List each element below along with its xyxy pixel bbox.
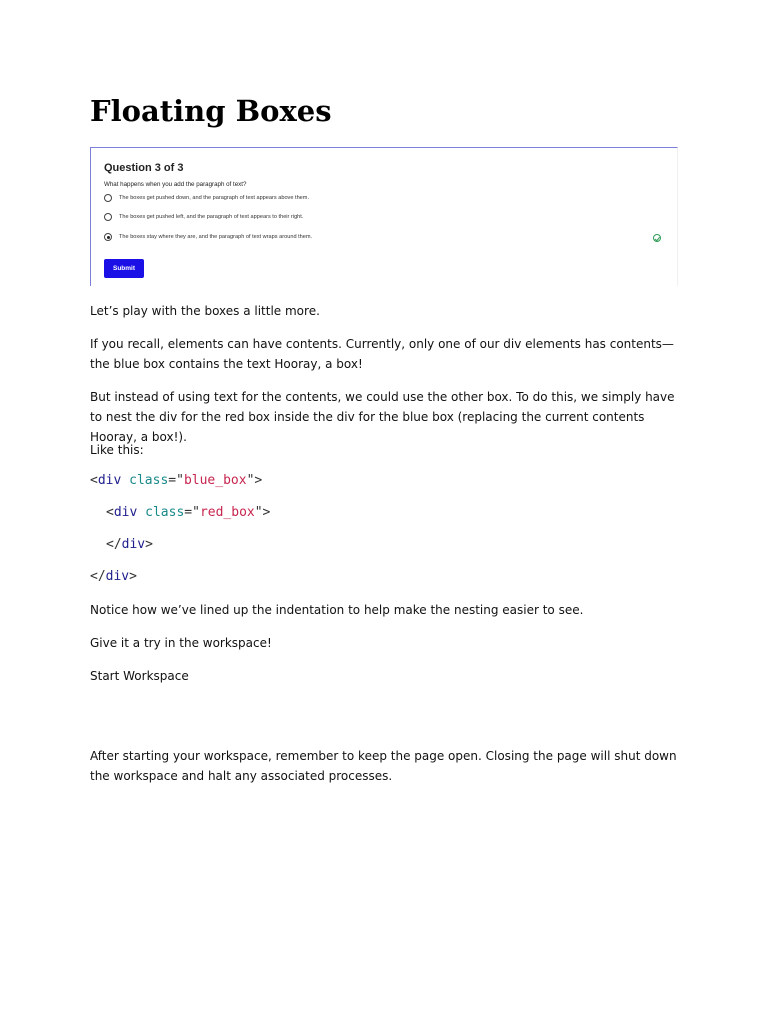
check-circle-icon <box>653 234 661 242</box>
code-line-1 <box>90 471 262 491</box>
quiz-option-3[interactable] <box>104 232 312 242</box>
code-line-4 <box>90 567 137 587</box>
paragraph-indentation: Notice how we’ve lined up the indentation to help make the nesting easier to see. <box>90 603 584 617</box>
quiz-heading: Question 3 of 3 <box>104 162 184 174</box>
paragraph-like-this: Like this: <box>90 443 144 457</box>
start-workspace-link[interactable]: Start Workspace <box>90 669 189 683</box>
paragraph-try: Give it a try in the workspace! <box>90 636 272 650</box>
code-attribute: class <box>129 473 169 488</box>
code-punctuation: </ <box>90 569 106 584</box>
quiz-card <box>90 147 678 286</box>
code-punctuation: </ <box>106 537 122 552</box>
radio-button-selected[interactable] <box>104 233 112 241</box>
code-value: red_box <box>199 505 255 520</box>
code-line-2 <box>106 503 270 523</box>
paragraph-workspace-note: After starting your workspace, remember to keep the page open. Closing the page will shut down the workspace and halt any associated processes. <box>90 749 677 783</box>
code-punctuation: > <box>129 569 137 584</box>
code-value: blue_box <box>183 473 247 488</box>
paragraph-contents: If you recall, elements can have contents. Currently, only one of our div elements has contents—the blue box contains the text Hooray, a box! <box>90 337 674 371</box>
code-tag: div <box>113 505 138 520</box>
submit-button[interactable]: Submit <box>104 259 144 278</box>
paragraph-nesting: But instead of using text for the contents, we could use the other box. To do this, we simply have to nest the div for the red box inside the div for the blue box (replacing the current contents Hooray, a box!). <box>90 390 675 444</box>
code-punctuation: < <box>90 473 98 488</box>
quiz-prompt: What happens when you add the paragraph of text? <box>104 181 247 188</box>
quiz-option-2[interactable] <box>104 212 303 222</box>
code-punctuation: "> <box>254 505 271 520</box>
code-tag: div <box>97 473 122 488</box>
radio-button[interactable] <box>104 194 112 202</box>
code-punctuation: =" <box>168 473 184 488</box>
code-tag: div <box>121 537 146 552</box>
quiz-option-1[interactable] <box>104 193 309 203</box>
quiz-option-label: The boxes stay where they are, and the paragraph of text wraps around them. <box>119 234 313 240</box>
code-line-3 <box>106 535 153 555</box>
code-tag: div <box>105 569 130 584</box>
quiz-option-label: The boxes get pushed down, and the paragraph of text appears above them. <box>119 195 310 201</box>
quiz-option-label: The boxes get pushed left, and the paragraph of text appears to their right. <box>119 214 304 220</box>
page-title: Floating Boxes <box>90 94 332 128</box>
paragraph-intro: Let’s play with the boxes a little more. <box>90 304 320 318</box>
code-attribute: class <box>145 505 185 520</box>
code-punctuation: < <box>106 505 114 520</box>
code-punctuation: > <box>145 537 153 552</box>
code-punctuation: "> <box>246 473 263 488</box>
radio-button[interactable] <box>104 213 112 221</box>
code-punctuation: =" <box>184 505 200 520</box>
